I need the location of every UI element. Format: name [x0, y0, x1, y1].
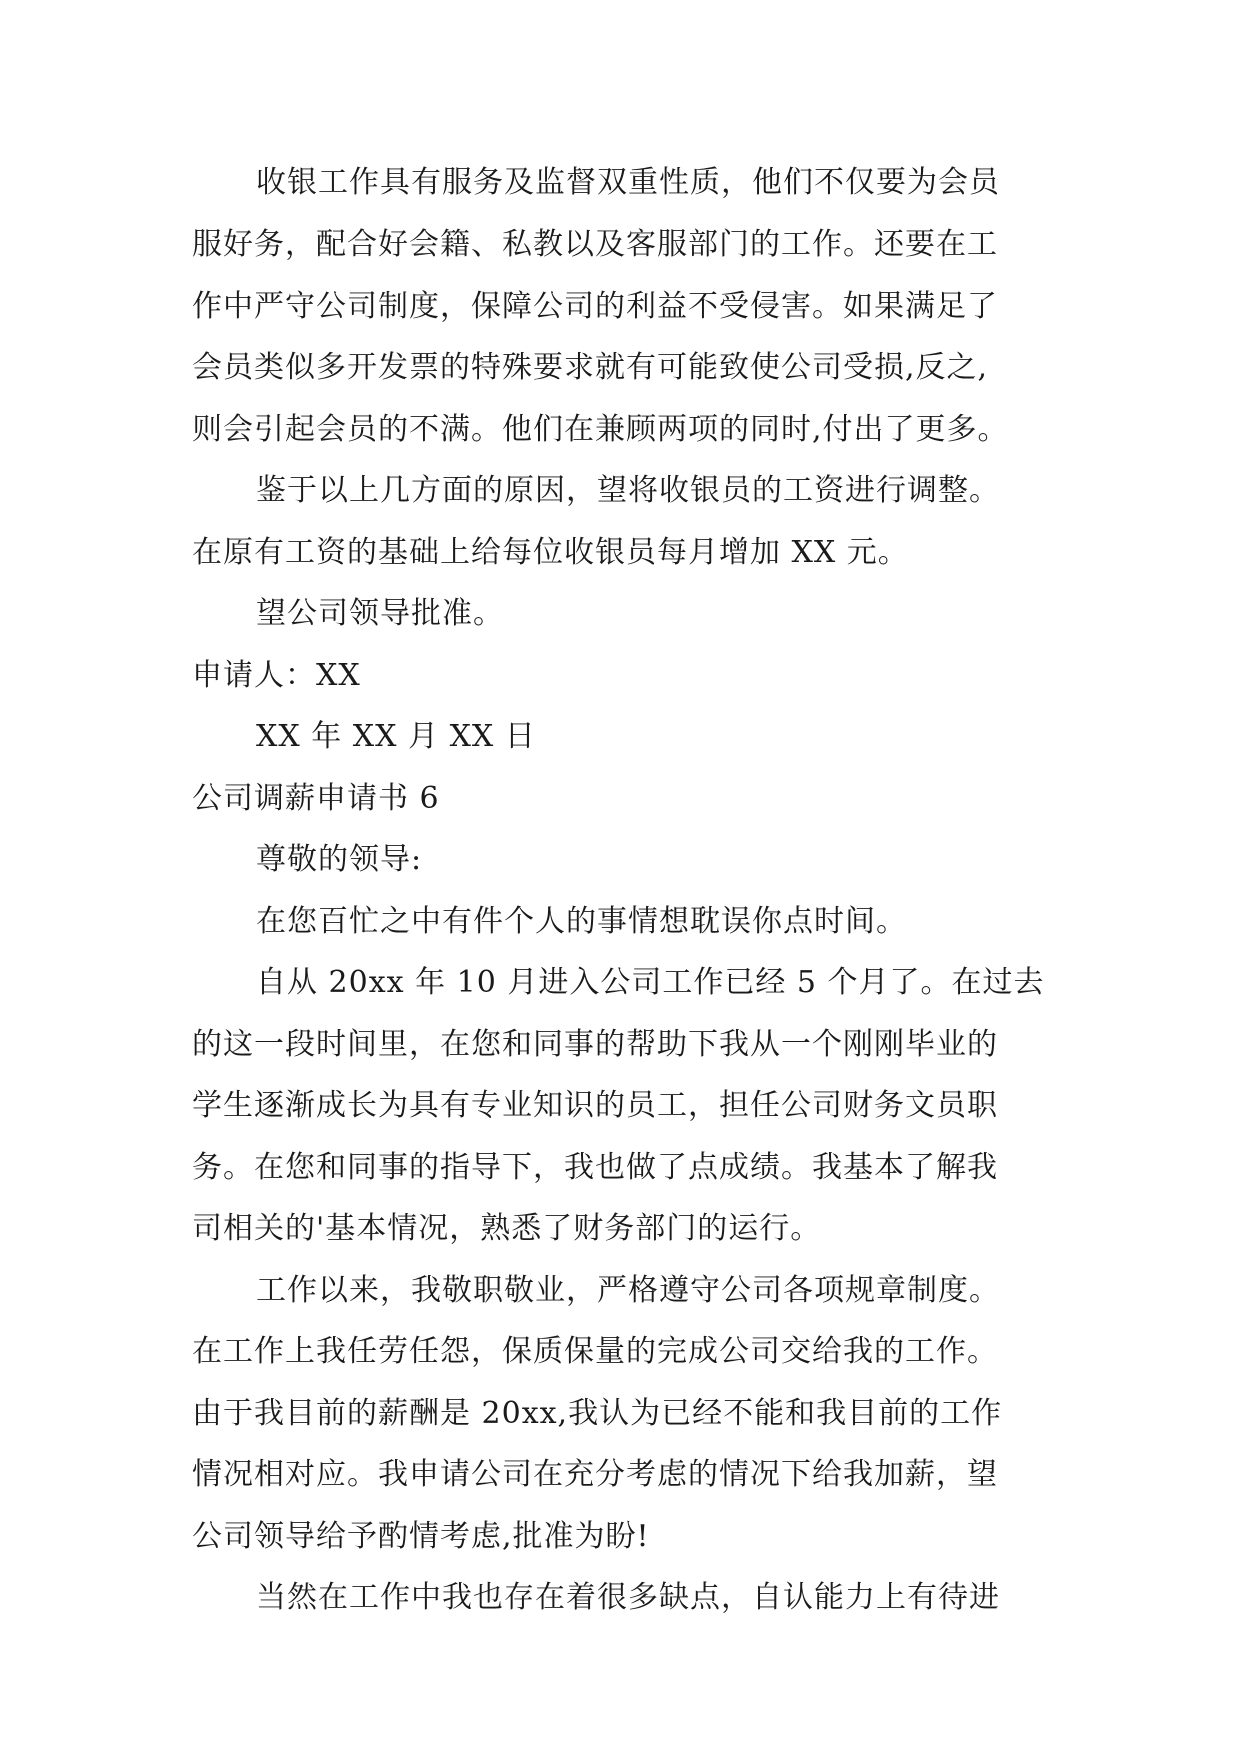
paragraph-line: 公司领导给予酌情考虑,批准为盼!	[192, 1519, 650, 1554]
salutation: 尊敬的领导:	[256, 842, 423, 877]
paragraph-line: 自从 20xx 年 10 月进入公司工作已经 5 个月了。在过去	[256, 965, 1045, 1000]
paragraph-line: 收银工作具有服务及监督双重性质，他们不仅要为会员	[256, 165, 1000, 200]
paragraph-line: 当然在工作中我也存在着很多缺点，自认能力上有待进	[256, 1580, 1000, 1615]
paragraph-line: 学生逐渐成长为具有专业知识的员工，担任公司财务文员职	[192, 1088, 998, 1123]
date-line: XX 年 XX 月 XX 日	[256, 719, 536, 754]
paragraph-line: 则会引起会员的不满。他们在兼顾两项的同时,付出了更多。	[192, 412, 1009, 447]
paragraph-line: 服好务，配合好会籍、私教以及客服部门的工作。还要在工	[192, 227, 998, 262]
paragraph-line: 望公司领导批准。	[256, 596, 504, 631]
paragraph-line: 由于我目前的薪酬是 20xx,我认为已经不能和我目前的工作	[192, 1396, 1003, 1431]
paragraph-line: 情况相对应。我申请公司在充分考虑的情况下给我加薪，望	[192, 1457, 998, 1492]
paragraph-line: 工作以来，我敬职敬业，严格遵守公司各项规章制度。	[256, 1273, 1000, 1308]
paragraph-line: 务。在您和同事的指导下，我也做了点成绩。我基本了解我	[192, 1150, 998, 1185]
applicant-line: 申请人：XX	[192, 658, 361, 693]
paragraph-line: 会员类似多开发票的特殊要求就有可能致使公司受损,反之,	[192, 350, 989, 385]
section-title: 公司调薪申请书 6	[192, 781, 440, 816]
paragraph-line: 在原有工资的基础上给每位收银员每月增加 XX 元。	[192, 535, 909, 570]
paragraph-line: 的这一段时间里，在您和同事的帮助下我从一个刚刚毕业的	[192, 1027, 998, 1062]
paragraph-line: 司相关的'基本情况，熟悉了财务部门的运行。	[192, 1211, 822, 1246]
paragraph-line: 鉴于以上几方面的原因，望将收银员的工资进行调整。	[256, 473, 1000, 508]
paragraph-line: 在工作上我任劳任怨，保质保量的完成公司交给我的工作。	[192, 1334, 998, 1369]
paragraph-line: 作中严守公司制度，保障公司的利益不受侵害。如果满足了	[192, 289, 998, 324]
paragraph-line: 在您百忙之中有件个人的事情想耽误你点时间。	[256, 904, 907, 939]
